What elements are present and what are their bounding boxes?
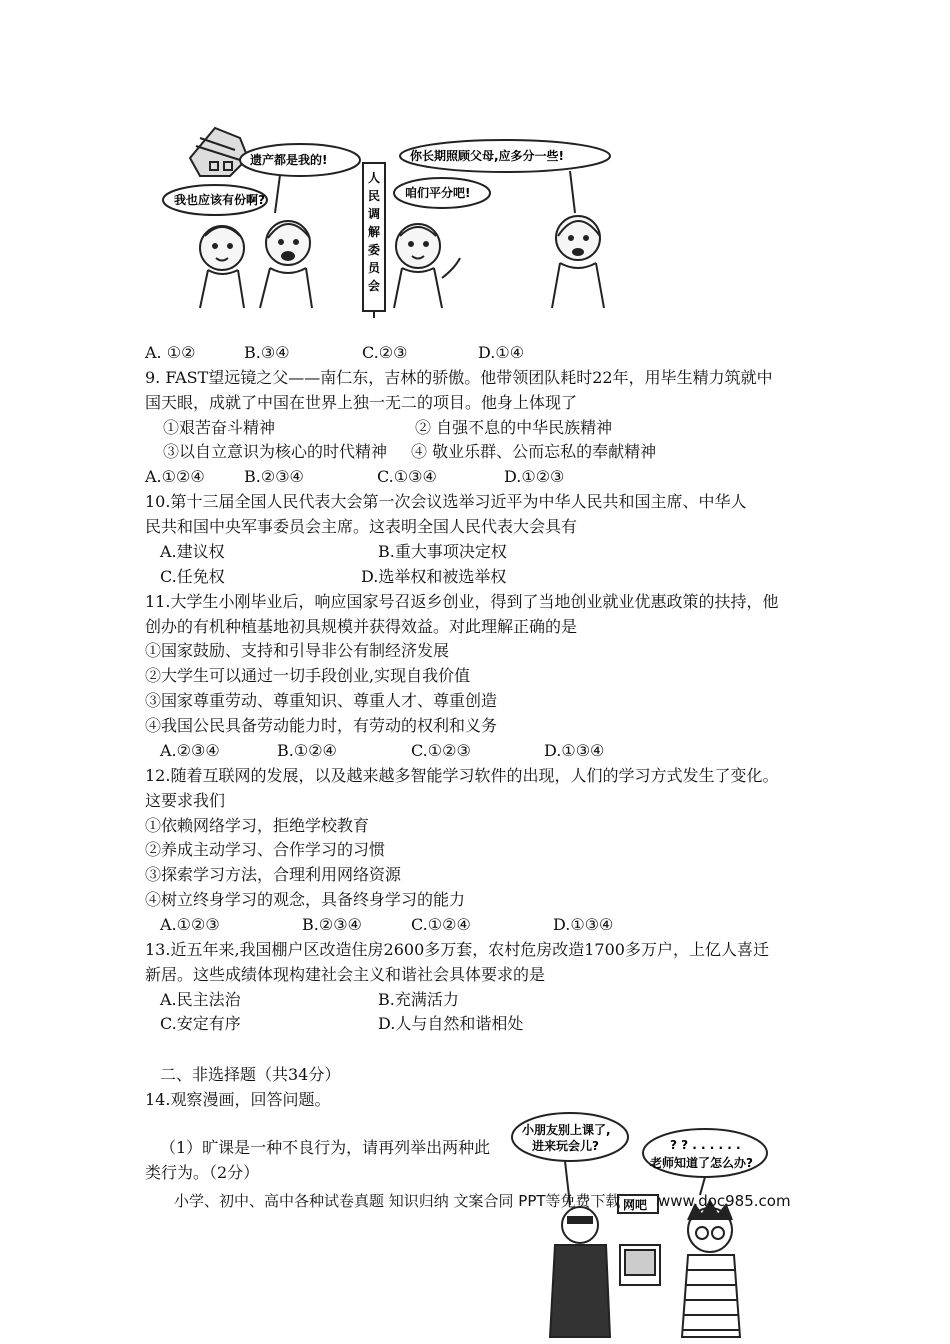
q8-option-c: C.②③ (362, 343, 408, 362)
sign-char: 人 (368, 171, 381, 185)
q12-item: ①依赖网络学习，拒绝学校教育 (145, 816, 370, 835)
q11-item: ②大学生可以通过一切手段创业,实现自我价值 (145, 666, 471, 685)
sign-char: 民 (368, 189, 381, 203)
q13-option-a: A.民主法治 (160, 990, 241, 1009)
q12-option-d: D.①③④ (553, 915, 614, 934)
q12-option-c: C.①②④ (411, 915, 471, 934)
q9-option-c: C.①③④ (377, 467, 437, 486)
q11-item: ③国家尊重劳动、尊重知识、尊重人才、尊重创造 (145, 691, 498, 710)
q9-option-d: D.①②③ (504, 467, 565, 486)
q13-stem-line: 新居。这些成绩体现构建社会主义和谐社会具体要求的是 (145, 965, 546, 984)
q9-stem-line: 国天眼，成就了中国在世界上独一无二的项目。他身上体现了 (145, 393, 578, 412)
footer-url[interactable]: www.doc985.com (658, 1192, 791, 1210)
q10-stem-line: 10.第十三届全国人民代表大会第一次会议选举习近平为中华人民共和国主席、中华人 (145, 492, 747, 511)
q9-item: ② 自强不息的中华民族精神 (415, 418, 613, 437)
q9-item: ③以自立意识为核心的时代精神 (163, 442, 388, 461)
bubble-text: 咱们平分吧! (405, 186, 471, 200)
q10-option-b: B.重大事项决定权 (378, 542, 507, 561)
sign-char: 员 (368, 261, 381, 275)
q13-option-d: D.人与自然和谐相处 (378, 1014, 524, 1033)
q11-stem-line: 11.大学生小刚毕业后，响应国家号召返乡创业，得到了当地创业就业优惠政策的扶持，他 (145, 592, 779, 611)
footer-watermark: 小学、初中、高中各种试卷真题 知识归纳 文案合同 PPT等免费下载 (174, 1192, 621, 1210)
q9-stem-line: 9. FAST望远镜之父——南仁东，吉林的骄傲。他带领团队耗时22年，用毕生精力筑就中 (145, 368, 773, 387)
house-drawing (190, 128, 248, 176)
q12-item: ③探索学习方法，合理利用网络资源 (145, 865, 402, 884)
q8-option-a: A. ①② (145, 343, 196, 362)
sign-char: 调 (368, 207, 381, 221)
q11-option-c: C.①②③ (411, 741, 471, 760)
sign-char: 会 (368, 279, 381, 293)
q11-item: ④我国公民具备劳动能力时，有劳动的权利和义务 (145, 716, 498, 735)
q8-option-b: B.③④ (244, 343, 290, 362)
bubble-text: 遗产都是我的! (250, 153, 328, 167)
bubble-text: 小朋友别上课了, (522, 1123, 611, 1137)
q9-option-a: A.①②④ (145, 467, 205, 486)
q10-option-d: D.选举权和被选举权 (361, 567, 507, 586)
q11-option-a: A.②③④ (160, 741, 220, 760)
cartoon-inheritance-mediation (160, 118, 620, 318)
q12-item: ②养成主动学习、合作学习的习惯 (145, 840, 386, 859)
q12-option-a: A.①②③ (160, 915, 220, 934)
q11-stem-line: 创办的有机种植基地初具规模并获得效益。对此理解正确的是 (145, 617, 578, 636)
q10-option-a: A.建议权 (160, 542, 225, 561)
internet-cafe-sign: 网吧 (623, 1198, 648, 1212)
q12-item: ④树立终身学习的观念，具备终身学习的能力 (145, 890, 466, 909)
q9-option-b: B.②③④ (244, 467, 304, 486)
q13-stem-line: 13.近五年来,我国棚户区改造住房2600多万套，农村危房改造1700多万户，上亿人喜迁 (145, 940, 769, 959)
cartoon-internet-cafe (510, 1105, 770, 1340)
bubble-text: 老师知道了怎么办? (650, 1156, 753, 1170)
bubble-text: 进来玩会儿? (532, 1139, 599, 1153)
q12-option-b: B.②③④ (302, 915, 362, 934)
sign-char: 解 (368, 225, 381, 239)
q11-option-d: D.①③④ (544, 741, 605, 760)
q8-option-d: D.①④ (478, 343, 525, 362)
q14-sub1-line: （1）旷课是一种不良行为，请再列举出两种此 (160, 1138, 491, 1157)
q9-item: ④ 敬业乐群、公而忘私的奉献精神 (411, 442, 657, 461)
bubble-text: ? ? . . . . . . (670, 1138, 741, 1152)
q14-sub1-line: 类行为。（2分） (145, 1163, 260, 1182)
q11-option-b: B.①②④ (277, 741, 337, 760)
sign-char: 委 (368, 243, 381, 257)
q10-stem-line: 民共和国中央军事委员会主席。这表明全国人民代表大会具有 (145, 517, 578, 536)
q9-item: ①艰苦奋斗精神 (163, 418, 276, 437)
q12-stem-line: 12.随着互联网的发展，以及越来越多智能学习软件的出现，人们的学习方式发生了变化。 (145, 766, 779, 785)
section-heading: 二、非选择题（共34分） (160, 1065, 341, 1084)
bubble-text: 你长期照顾父母,应多分一些! (410, 149, 565, 163)
q10-option-c: C.任免权 (160, 567, 225, 586)
q14-title: 14.观察漫画，回答问题。 (145, 1090, 331, 1109)
q13-option-b: B.充满活力 (378, 990, 459, 1009)
q11-item: ①国家鼓励、支持和引导非公有制经济发展 (145, 641, 450, 660)
bubble-text: 我也应该有份啊? (174, 193, 265, 207)
q13-option-c: C.安定有序 (160, 1014, 241, 1033)
q12-stem-line: 这要求我们 (145, 791, 226, 810)
